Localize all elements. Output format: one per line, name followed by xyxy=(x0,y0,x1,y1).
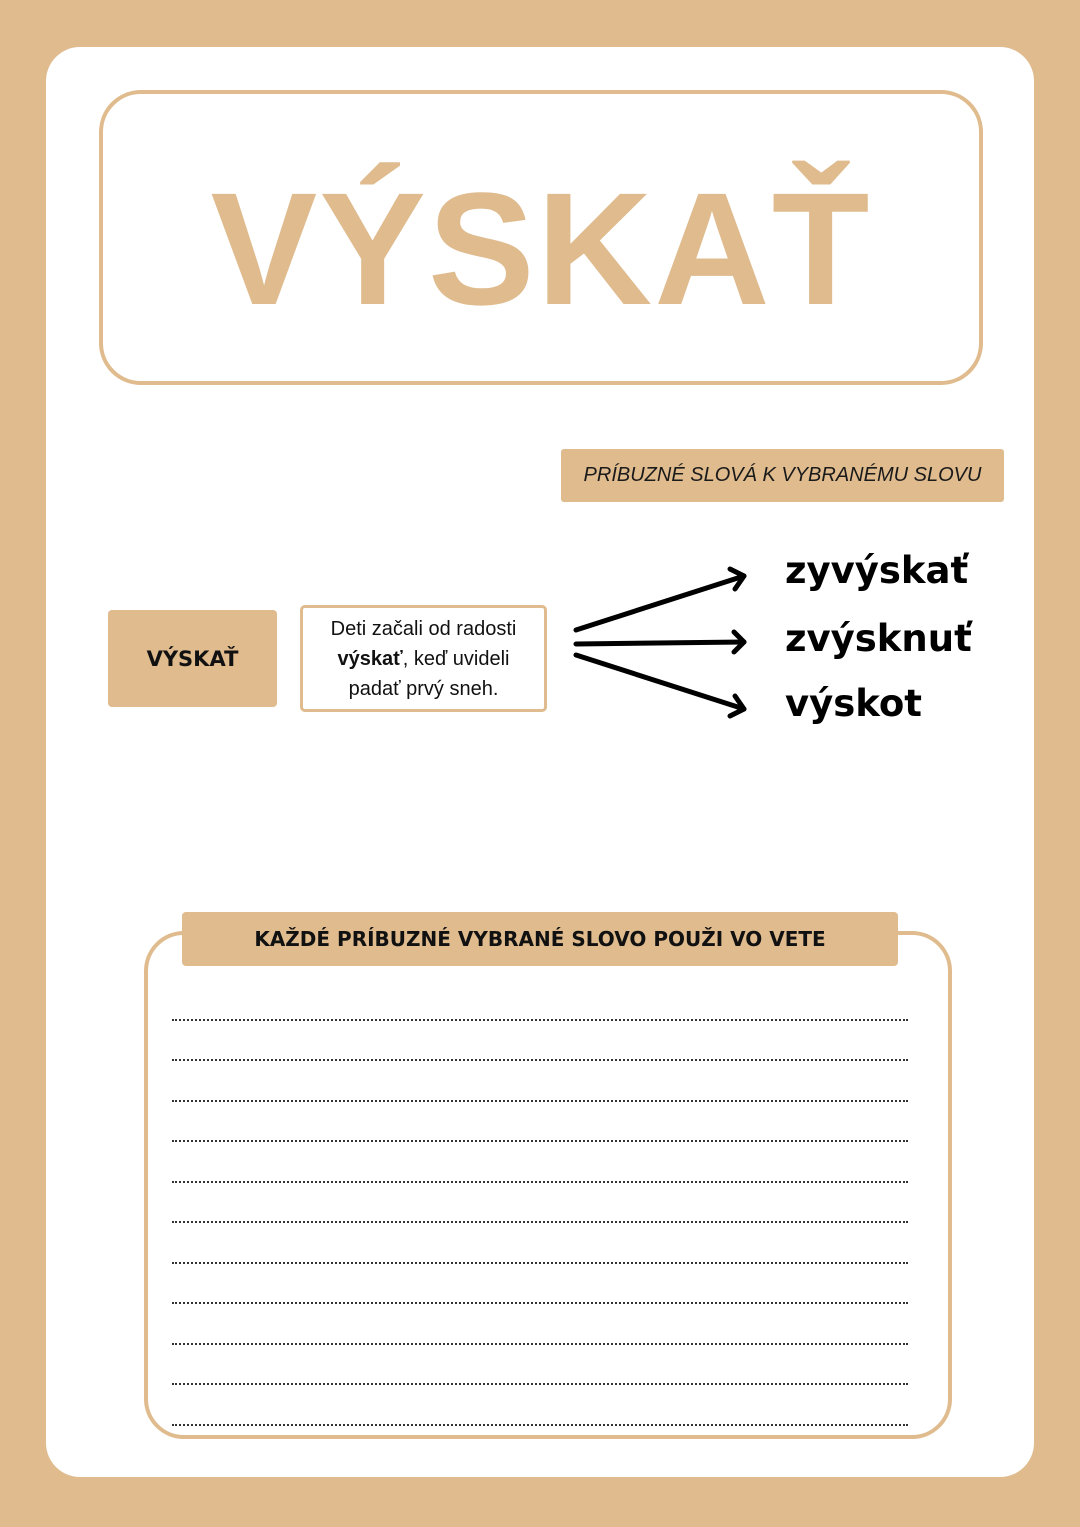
writing-line[interactable] xyxy=(172,1221,908,1223)
writing-line[interactable] xyxy=(172,1140,908,1142)
example-sentence-box xyxy=(300,605,547,712)
target-word-box: VÝSKAŤ xyxy=(108,610,277,707)
example-sentence xyxy=(309,614,538,704)
page-title: VÝSKAŤ xyxy=(210,158,872,338)
related-word-2: zvýsknuť xyxy=(785,617,972,660)
writing-line[interactable] xyxy=(172,1059,908,1061)
sentence-bold-word: výskať xyxy=(337,647,403,670)
arrows-diagram xyxy=(570,560,760,730)
writing-line[interactable] xyxy=(172,1100,908,1102)
arrow-right-icon xyxy=(576,632,744,652)
related-word-1: zyvýskať xyxy=(785,549,969,592)
writing-line[interactable] xyxy=(172,1343,908,1345)
writing-line[interactable] xyxy=(172,1383,908,1385)
sentence-end: , keď uvideli padať prvý sneh. xyxy=(348,647,510,700)
arrow-up-icon xyxy=(576,569,744,630)
writing-line[interactable] xyxy=(172,1302,908,1304)
task-banner: KAŽDÉ PRÍBUZNÉ VYBRANÉ SLOVO POUŽI VO VETE xyxy=(182,912,898,966)
writing-area-frame xyxy=(144,931,952,1439)
related-words-banner: PRÍBUZNÉ SLOVÁ K VYBRANÉMU SLOVU xyxy=(561,449,1004,502)
related-word-3: výskot xyxy=(785,682,922,725)
sentence-start: Deti začali od radosti xyxy=(330,617,517,640)
writing-line[interactable] xyxy=(172,1262,908,1264)
writing-line[interactable] xyxy=(172,1181,908,1183)
writing-line[interactable] xyxy=(172,1424,908,1426)
title-frame xyxy=(99,90,983,385)
writing-line[interactable] xyxy=(172,1019,908,1021)
arrow-down-icon xyxy=(576,655,744,716)
